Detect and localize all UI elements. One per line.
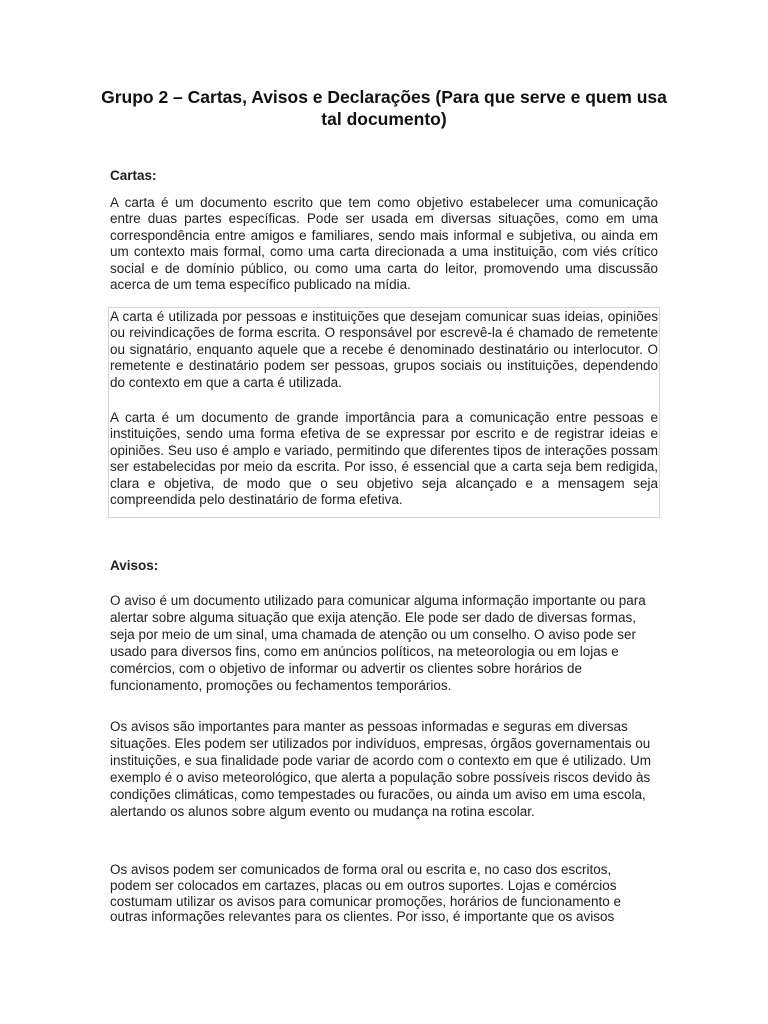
avisos-paragraph-2: Os avisos são importantes para manter as pessoas informadas e seguras em diversas situações. Eles podem ser utilizados por indivíduos, empresas, órgãos governamentais ou instituições, e sua finalidade pode variar de acordo com o contexto em que é utilizado. Um exemplo é o aviso meteorológico, que alerta a população sobre possíveis riscos devido às condições climáticas, como tempestades ou furacões, ou ainda um aviso em uma escola, alertando os alunos sobre algum evento ou mudança na rotina escolar. [110,719,652,819]
section-heading-cartas: Cartas: [110,168,157,183]
avisos-paragraph-1: O aviso é um documento utilizado para comunicar alguma informação importante ou para alertar sobre alguma situação que exija atenção. Ele pode ser dado de diversas formas, seja por meio de um sinal, uma chamada de atenção ou um conselho. O aviso pode ser usado para diversos fins, como em anúncios políticos, na meteorologia ou em lojas e comércios, com o objetivo de informar ou advertir os clientes sobre horários de funcionamento, promoções ou fechamentos temporários. [110,593,646,693]
highlighted-text-box [108,307,660,518]
document-title: Grupo 2 – Cartas, Avisos e Declarações (Para que serve e quem usa tal documento) [101,87,667,129]
avisos-paragraph-3: Os avisos podem ser comunicados de forma oral ou escrita e, no caso dos escritos, podem ser colocados em cartazes, placas ou em outros suportes. Lojas e comércios costumam utilizar os avisos para comunicar promoções, horários de funcionamento e outras informações relevantes para os clientes. Por isso, é importante que os avisos [110,862,621,925]
section-heading-avisos: Avisos: [110,558,159,573]
cartas-paragraph-1: A carta é um documento escrito que tem como objetivo estabelecer uma comunicação entre duas partes específicas. Pode ser usada em diversas situações, como em uma correspondência entre amigos e familiares, sendo mais informal e subjetiva, ou ainda em um contexto mais formal, como uma carta direcionada a uma instituição, com viés crítico social e de domínio público, ou como uma carta do leitor, promovendo uma discussão acerca de um tema específico publicado na mídia. [110,195,658,293]
cartas-paragraph-3: A carta é um documento de grande importância para a comunicação entre pessoas e instituições, sendo uma forma efetiva de se expressar por escrito e de registrar ideias e opiniões. Seu uso é amplo e variado, permitindo que diferentes tipos de interações possam ser estabelecidas por meio da escrita. Por isso, é essencial que a carta seja bem redigida, clara e objetiva, de modo que o seu objetivo seja alcançado e a mensagem seja compreendida pelo destinatário de forma efetiva. [110,410,658,508]
cartas-paragraph-2: A carta é utilizada por pessoas e instituições que desejam comunicar suas ideias, opiniões ou reivindicações de forma escrita. O responsável por escrevê-la é chamado de remetente ou signatário, enquanto aquele que a recebe é denominado destinatário ou interlocutor. O remetente e destinatário podem ser pessoas, grupos sociais ou instituições, dependendo do contexto em que a carta é utilizada. [110,309,658,390]
